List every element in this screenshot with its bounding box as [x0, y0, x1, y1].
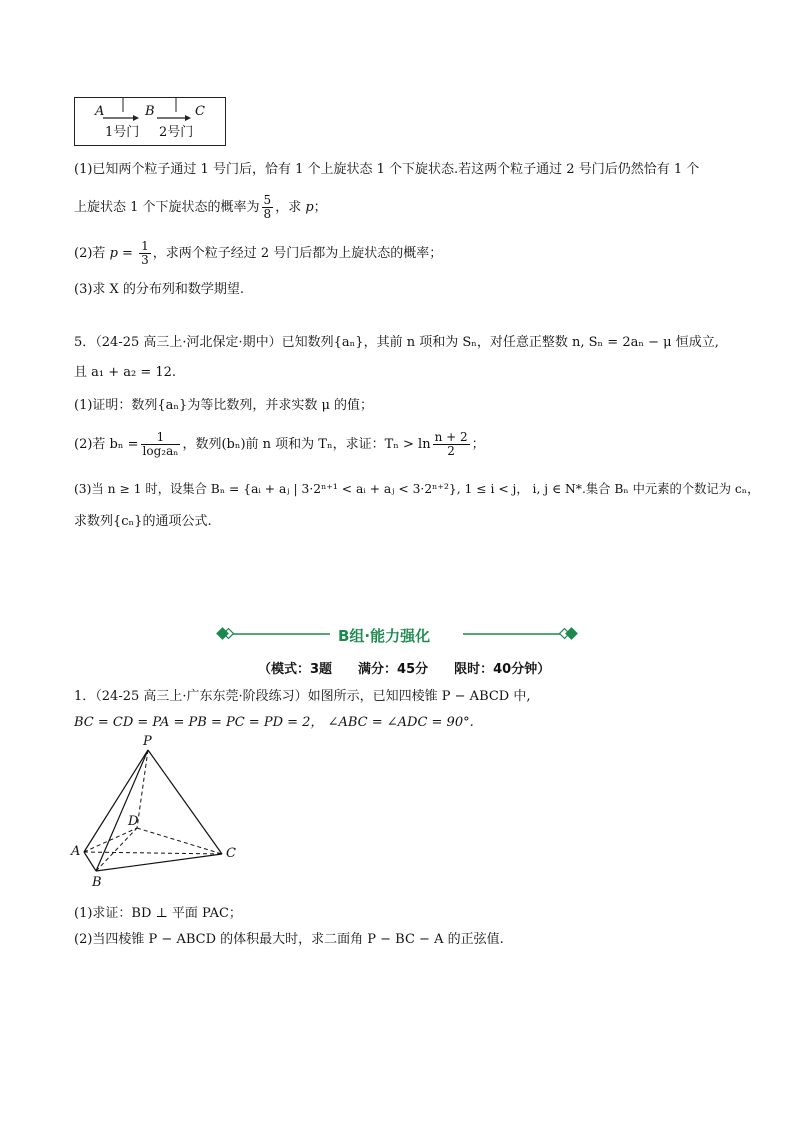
frac-numerator: n + 2 [434, 430, 468, 444]
p5-heading [74, 334, 719, 352]
p4-q1-line1: (1)已知两个粒子通过 1 号门后，恰有 1 个上旋状态 1 个下旋状态.若这两个粒子通过 2 号门后仍然恰有 1 个 [74, 162, 700, 177]
p4-q1-end: ； [313, 200, 327, 215]
pyramid-figure [70, 734, 250, 898]
frac-denominator: log₂aₙ [142, 444, 179, 458]
p4-q2-fraction [139, 240, 151, 267]
b1-q2: (2)当四棱锥 P − ABCD 的体积最大时，求二面角 P − BC − A 的正弦值. [74, 932, 504, 947]
frac-denominator: 3 [141, 253, 149, 267]
section-b-meta: （模式：3题 满分：45分 限时：40分钟） [258, 662, 551, 677]
p5-q3-line2: 求数列{cₙ}的通项公式. [74, 514, 212, 529]
p5-q2-fraction2 [433, 431, 470, 458]
p4-q1-text: 上旋状态 1 个下旋状态的概率为 [74, 200, 260, 215]
gate-label-b: B [145, 104, 155, 119]
label-a: A [71, 844, 81, 859]
p4-q3: (3)求 X 的分布列和数学期望. [74, 282, 245, 297]
p4-q1-var: p [305, 200, 314, 215]
p5-q1: (1)证明：数列{aₙ}为等比数列，并求实数 μ 的值； [74, 398, 374, 413]
frac-denominator: 8 [263, 207, 272, 221]
section-b-title: B组·能力强化 [338, 627, 431, 645]
b1-heading: 1．（24-25 高三上·广东东莞·阶段练习）如图所示，已知四棱锥 P − ABCD 中, [74, 689, 531, 704]
p5-q3-line1: (3)当 n ≥ 1 时，设集合 Bₙ = {aᵢ + aⱼ | 3·2ⁿ⁺¹ < aᵢ + aⱼ < 3·2ⁿ⁺²}, 1 ≤ i < j， i, j ∈ N*.集合 Bₙ 中元素的个数记为 cₙ， [74, 482, 760, 496]
b1-q1: (1)求证：BD ⊥ 平面 PAC； [74, 906, 242, 921]
frac-numerator: 5 [263, 193, 272, 207]
label-p: P [143, 734, 152, 749]
pyramid-lines [70, 738, 250, 898]
p4-q1-post: ，求 [275, 200, 306, 215]
p5-head-mid: ，其前 n 项和为 Sₙ，对任意正整数 n, Sₙ = 2aₙ − μ 恒成立, [363, 335, 719, 350]
p5-line2: 且 a₁ + a₂ = 12. [74, 365, 177, 380]
p5-head-pre: 5．（24-25 高三上·河北保定·期中）已知数列 [74, 335, 334, 350]
p5-q2-end: ； [471, 437, 485, 452]
frac-denominator: 2 [447, 444, 455, 458]
p4-q1-fraction [262, 194, 274, 221]
p5-q2-fraction [141, 431, 181, 458]
label-c: C [226, 846, 236, 861]
b1-line2: BC = CD = PA = PB = PC = PD = 2， ∠ABC = ∠ADC = 90°. [74, 715, 474, 730]
frac-numerator: 1 [141, 431, 181, 445]
gate1-label: 1号门 [105, 125, 140, 140]
gate-label-c: C [195, 104, 205, 119]
p5-q2-mid: ，数列(bₙ)前 n 项和为 Tₙ，求证：Tₙ > ln [182, 437, 431, 452]
p4-q2-eq: = [117, 246, 138, 261]
p5-q2 [74, 431, 485, 458]
p5-head-seq: {aₙ} [333, 335, 364, 350]
p4-q2-var: p [109, 246, 118, 261]
frac-numerator: 1 [141, 239, 149, 253]
p4-q2-pre: (2)若 [74, 246, 110, 261]
label-d: D [128, 814, 139, 829]
p4-q1-line2 [74, 194, 327, 221]
p4-q2-post: ，求两个粒子经过 2 号门后都为上旋状态的概率； [152, 246, 443, 261]
gate2-label: 2号门 [159, 125, 194, 140]
p4-q2 [74, 240, 442, 267]
label-b: B [92, 875, 102, 890]
gate-diagram [74, 97, 226, 146]
section-b-header [215, 624, 580, 646]
p5-q2-pre: (2)若 bₙ = [74, 437, 139, 452]
gate-label-a: A [95, 104, 105, 119]
